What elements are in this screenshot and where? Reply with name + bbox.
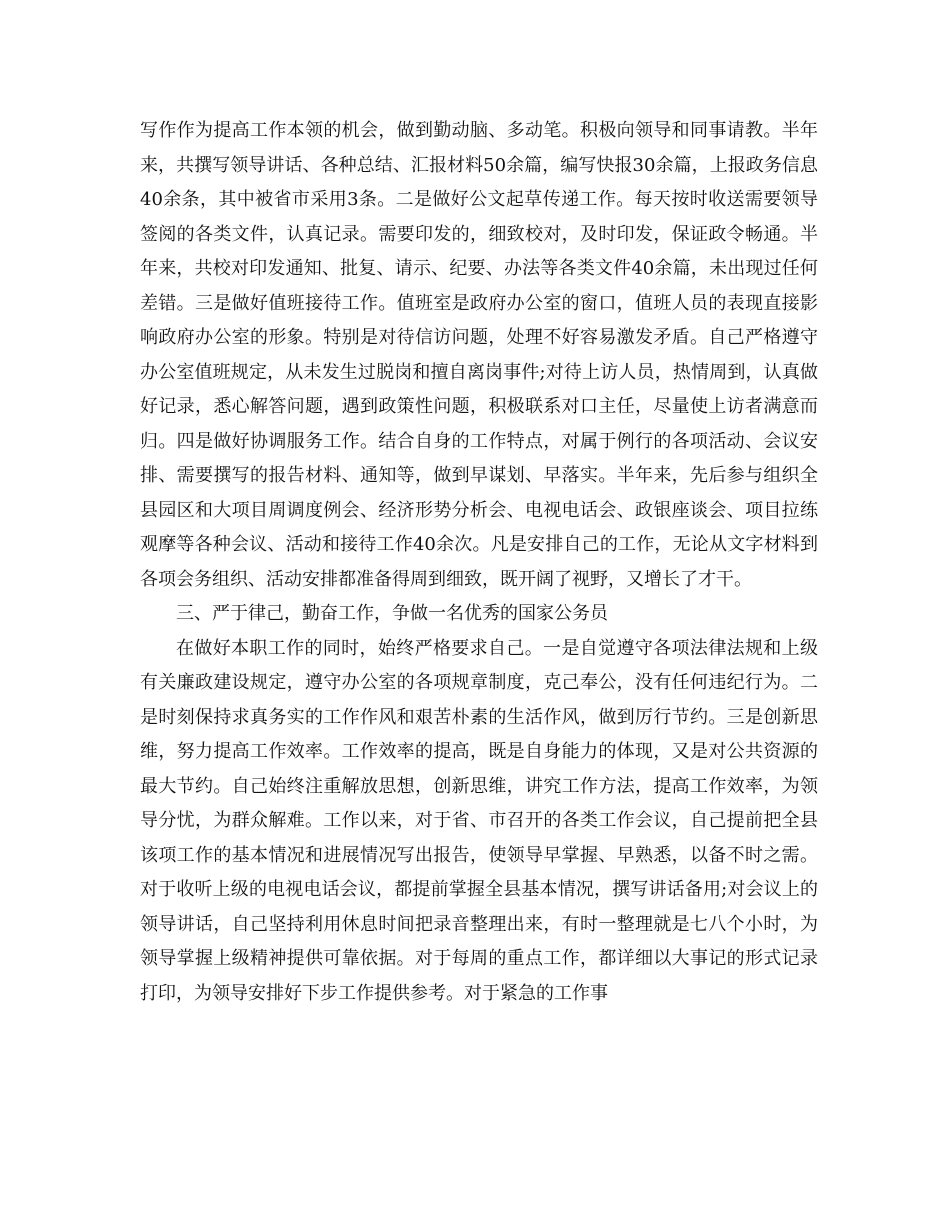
document-body [140, 114, 818, 1011]
paragraph-work-summary-continued: 写作作为提高工作本领的机会，做到勤动脑、多动笔。积极向领导和同事请教。半年来，共撰写领导讲话、各种总结、汇报材料50余篇，编写快报30余篇，上报政务信息40余条，其中被省市采用3条。二是做好公文起草传递工作。每天按时收送需要领导签阅的各类文件，认真记录。需要印发的，细致校对，及时印发，保证政令畅通。半年来，共校对印发通知、批复、请示、纪要、办法等各类文件40余篇，未出现过任何差错。三是做好值班接待工作。值班室是政府办公室的窗口，值班人员的表现直接影响政府办公室的形象。特别是对待信访问题，处理不好容易激发矛盾。自己严格遵守办公室值班规定，从未发生过脱岗和擅自离岗事件;对待上访人员，热情周到，认真做好记录，悉心解答问题，遇到政策性问题，积极联系对口主任，尽量使上访者满意而归。四是做好协调服务工作。结合自身的工作特点，对属于例行的各项活动、会议安排、需要撰写的报告材料、通知等，做到早谋划、早落实。半年来，先后参与组织全县园区和大项目周调度例会、经济形势分析会、电视电话会、政银座谈会、项目拉练观摩等各种会议、活动和接待工作40余次。凡是安排自己的工作，无论从文字材料到各项会务组织、活动安排都准备得周到细致，既开阔了视野，又增长了才干。 [140, 120, 818, 590]
section-heading-self-discipline: 三、严于律己，勤奋工作，争做一名优秀的国家公务员 [176, 603, 608, 624]
paragraph-self-discipline: 在做好本职工作的同时，始终严格要求自己。一是自觉遵守各项法律法规和上级有关廉政建设规定，遵守办公室的各项规章制度，克己奉公，没有任何违纪行为。二是时刻保持求真务实的工作作风和艰苦朴素的生活作风，做到厉行节约。三是创新思维，努力提高工作效率。工作效率的提高，既是自身能力的体现，又是对公共资源的最大节约。自己始终注重解放思想，创新思维，讲究工作方法，提高工作效率，为领导分忧，为群众解难。工作以来，对于省、市召开的各类工作会议，自己提前把全县该项工作的基本情况和进展情况写出报告，使领导早掌握、早熟悉，以备不时之需。对于收听上级的电视电话会议，都提前掌握全县基本情况，撰写讲话备用;对会议上的领导讲话，自己坚持利用休息时间把录音整理出来，有时一整理就是七八个小时，为领导掌握上级精神提供可靠依据。对于每周的重点工作，都详细以大事记的形式记录打印，为领导安排好下步工作提供参考。对于紧急的工作事 [140, 637, 818, 1004]
